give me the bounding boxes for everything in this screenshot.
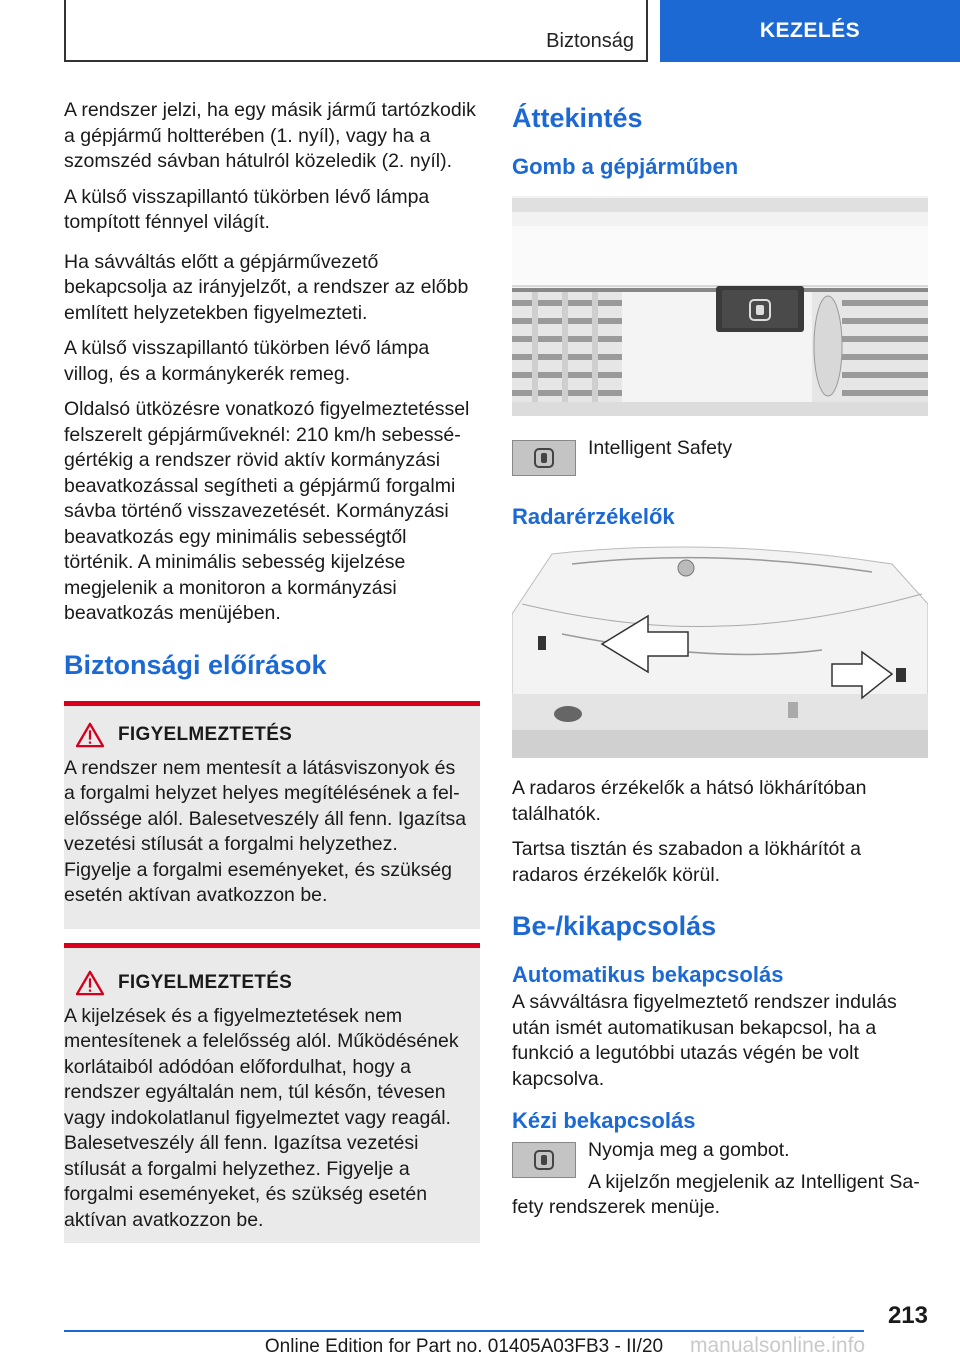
right-sensor <box>896 668 906 682</box>
chapter-tab-label: KEZELÉS <box>759 19 861 42</box>
warning-title: FIGYELMEZTETÉS <box>118 723 293 745</box>
warning-header <box>64 722 468 748</box>
subsection-heading: Kézi bekapcsolás <box>512 1108 696 1133</box>
left-column <box>64 98 480 1243</box>
paragraph: Nyomja meg a gombot. <box>588 1139 790 1161</box>
page-number: 213 <box>887 1302 928 1329</box>
left-sensor <box>538 636 546 650</box>
edition-text: Online Edition for Part no. 01405A03FB3 - II/20 <box>264 1336 664 1357</box>
subsection-heading: Gomb a gépjárműben <box>512 154 739 179</box>
button-label: Intelligent Safety <box>588 437 733 459</box>
subsection-heading: Automatikus bekapcsolás <box>512 962 784 987</box>
air-vent-left <box>512 292 622 402</box>
rear-bumper-sensors-photo <box>512 544 928 758</box>
intelligent-safety-button-icon <box>512 440 576 476</box>
paragraph: Tartsa tisztán és szabadon a lökhárítót a radaros érzékelők körül. <box>512 838 862 886</box>
watermark: manualsonline.info <box>690 1334 866 1357</box>
header-bar <box>64 0 648 62</box>
manual-instruction <box>512 1138 928 1221</box>
footer-divider <box>64 1330 864 1332</box>
paragraph: A radaros érzékelők a hátsó lökhárítóban találhatók. <box>512 777 867 825</box>
warning-text: A kijelzések és a figyelmeztetések nem mentesítenek a felelősség alól. Működésének korlátaiból adódóan előfordulhat, hogy a rendszer egyáltalán nem, túl későn, tévesen vagy indokolatlanul figyelmeztet vagy reagál. Balesetveszély áll fenn. Igazítsa vezetési stílusát a forgalmi helyzethez. Figyelje a forgalmi eseményeket, és szükség esetén aktívan avatkozzon be. <box>64 1004 459 1231</box>
subsection-heading: Radarérzékelők <box>512 504 675 529</box>
section-heading: Be-/kikapcsolás <box>512 911 717 941</box>
intelligent-safety-button-icon <box>512 1142 576 1178</box>
section-title: Biztonság <box>546 30 634 52</box>
warning-triangle-icon <box>74 722 106 748</box>
paragraph: Ha sávváltás előtt a gépjárművezető bekapcsolja az irányjelzőt, a rendszer az előbb említett helyzetekben figyelmezteti. <box>64 250 469 324</box>
dashboard-button-photo <box>512 196 928 416</box>
air-vent-right <box>812 292 928 402</box>
warning-header <box>64 970 468 996</box>
paragraph: A sávváltásra figyelmeztető rendszer indulás után ismét automatikusan bekapcsol, ha a funkció a legutóbbi utazás végén be volt kapcsolva. <box>512 991 897 1090</box>
button-legend <box>512 436 928 476</box>
paragraph: A külső visszapillantó tükörben lévő lámpa tompított fénnyel világít. <box>64 185 430 233</box>
paragraph: A külső visszapillantó tükörben lévő lámpa villog, és a kormánykerék remeg. <box>64 337 430 385</box>
warning-box <box>64 943 480 1243</box>
section-heading: Biztonsági előírások <box>64 649 327 680</box>
section-heading: Áttekintés <box>512 103 643 133</box>
paragraph: A rendszer jelzi, ha egy másik jármű tartózkodik a gépjármű holtterében (1. nyíl), vagy ha a szomszéd sávban hátulról közeledik (2. nyíl). <box>64 99 476 172</box>
intelligent-safety-button[interactable] <box>716 286 804 332</box>
paragraph: A kijelzőn megjelenik az Intelligent Safety rendszerek menüje. <box>512 1170 920 1218</box>
warning-triangle-icon <box>74 970 106 996</box>
right-column <box>512 100 928 1231</box>
paragraph: Oldalsó ütközésre vonatkozó figyelmeztetéssel felszerelt gépjárműveknél: 210 km/h sebességértékig a rendszer rövid aktív kormányzási beavatkozással segítheti a gépjármű forgalmi sávba történő visszavezetését. Kormányzási beavatkozás egy minimális sebességtől történik. A minimális sebesség kijelzése megjelenik a monitoron a kormányzási beavatkozás menüjében. <box>64 398 470 624</box>
warning-text: A rendszer nem mentesít a látásviszonyok és a forgalmi helyzet helyes megítélésének a felelőssége alól. Balesetveszély áll fenn. Igazítsa vezetési stílusát a forgalmi helyzethez. Figyelje a forgalmi eseményeket, és szükség esetén aktívan avatkozzon be. <box>64 756 467 906</box>
chapter-tab[interactable] <box>660 0 960 62</box>
warning-box <box>64 701 480 929</box>
warning-title: FIGYELMEZTETÉS <box>118 971 293 993</box>
